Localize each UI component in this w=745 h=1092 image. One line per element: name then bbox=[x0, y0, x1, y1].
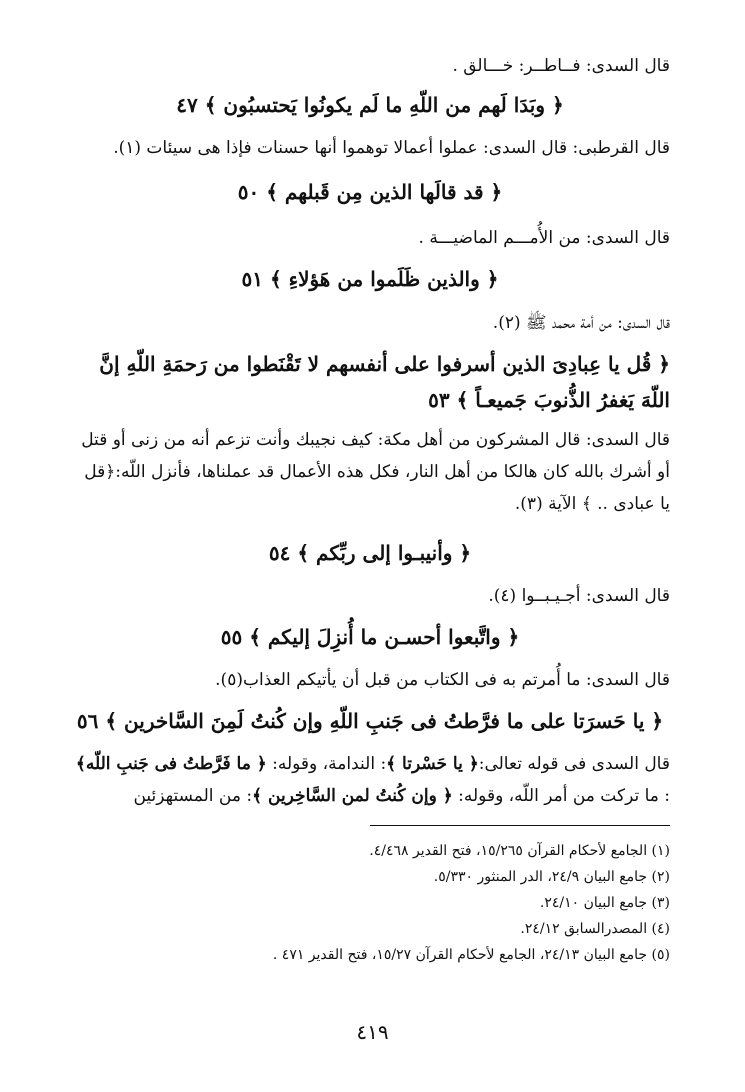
footnote-divider bbox=[370, 825, 670, 826]
page-number: ٤١٩ bbox=[356, 1020, 389, 1044]
commentary-paragraph bbox=[70, 748, 670, 812]
commentary-paragraph: قال السدى: فــاطــر: خـــالق . bbox=[452, 56, 670, 76]
footnote: (٢) جامع البيان ٢٤/٩، الدر المنثور ٥/٣٣٠. bbox=[433, 869, 670, 885]
commentary-paragraph: قال القرطبى: قال السدى: عملوا أعمالا توهموا أنها حسنات فإذا هى سيئات (١). bbox=[113, 138, 670, 158]
commentary-paragraph: قال السدى: قال المشركون من أهل مكة: كيف نجيبك وأنت تزعم أنه من زنى أو قتل أو أشرك بالله كان هالكا من أهل النار، فكل هذه الأعمال قد عملناها، فأنزل اللّه:﴿قل يا عبادى .. ﴾ الآية (٣). bbox=[81, 430, 670, 514]
verse-heading: ﴿ وبَدَا لَهم من اللّهِ ما لَم يكونُوا يَحتسبُون ﴾ ٤٧ bbox=[176, 93, 564, 117]
footnote: (٤) المصدرالسابق ٢٤/١٢. bbox=[520, 921, 670, 937]
text-run: قال السدى فى قوله تعالى: bbox=[478, 754, 670, 774]
footnote: (٣) جامع البيان ٢٤/١٠. bbox=[539, 895, 670, 911]
commentary-paragraph: قال السدى: من أمة محمد ﷺ (٢). bbox=[492, 313, 670, 333]
verse-heading: ﴿ قُل يا عِبادِىَ الذين أسرفوا على أنفسهم لا تَقْنَطوا من رَحمَةِ اللّهِ إنَّ اللّهَ يَغفرُ الذُّنوبَ جَميعـاً ﴾ ٥٣ bbox=[99, 352, 670, 412]
text-run: : الندامة، وقوله: bbox=[266, 754, 387, 774]
quoted-verse: ﴿ يا حَسْرتا ﴾ bbox=[386, 754, 479, 774]
commentary-paragraph: قال السدى: أجـيـبــوا (٤). bbox=[488, 586, 670, 606]
text-run: : ما تركت من أمر اللّه، وقوله: bbox=[452, 786, 670, 806]
verse-heading: ﴿ واتَّبعوا أحسـن ما أُنزِلَ إليكم ﴾ ٥٥ bbox=[220, 625, 520, 649]
footnote: (٥) جامع البيان ٢٤/١٣، الجامع لأحكام القرآن ١٥/٢٧، فتح القدير ٤٧١ . bbox=[272, 947, 670, 963]
quoted-verse: ﴿ وإن كُنتُ لمن السَّاخِرين ﴾ bbox=[252, 786, 453, 806]
footnote: (١) الجامع لأحكام القرآن ١٥/٢٦٥، فتح القدير ٤/٤٦٨. bbox=[369, 843, 670, 859]
text-run: : من المستهزئين bbox=[133, 786, 253, 806]
verse-heading: ﴿ يا حَسرَتا على ما فرَّطتُ فى جَنبِ اللّهِ وإن كُنتُ لَمِنَ السَّاخرين ﴾ ٥٦ bbox=[76, 709, 664, 733]
quoted-verse: ﴿ ما فَرَّطتُ فى جَنبِ اللّه﴾ bbox=[75, 754, 267, 774]
commentary-paragraph: قال السدى: ما أُمرتم به فى الكتاب من قبل أن يأتيكم العذاب(٥). bbox=[215, 670, 670, 690]
verse-heading: ﴿ قد قالَها الذين مِن قَبلهم ﴾ ٥٠ bbox=[237, 180, 503, 204]
verse-heading: ﴿ والذين ظَلَموا من هَؤلاءِ ﴾ ٥١ bbox=[241, 267, 499, 291]
verse-heading: ﴿ وأنيبـوا إلى ربِّكم ﴾ ٥٤ bbox=[268, 541, 472, 565]
commentary-paragraph: قال السدى: من الأُمـــم الماضيـــة . bbox=[418, 228, 670, 248]
